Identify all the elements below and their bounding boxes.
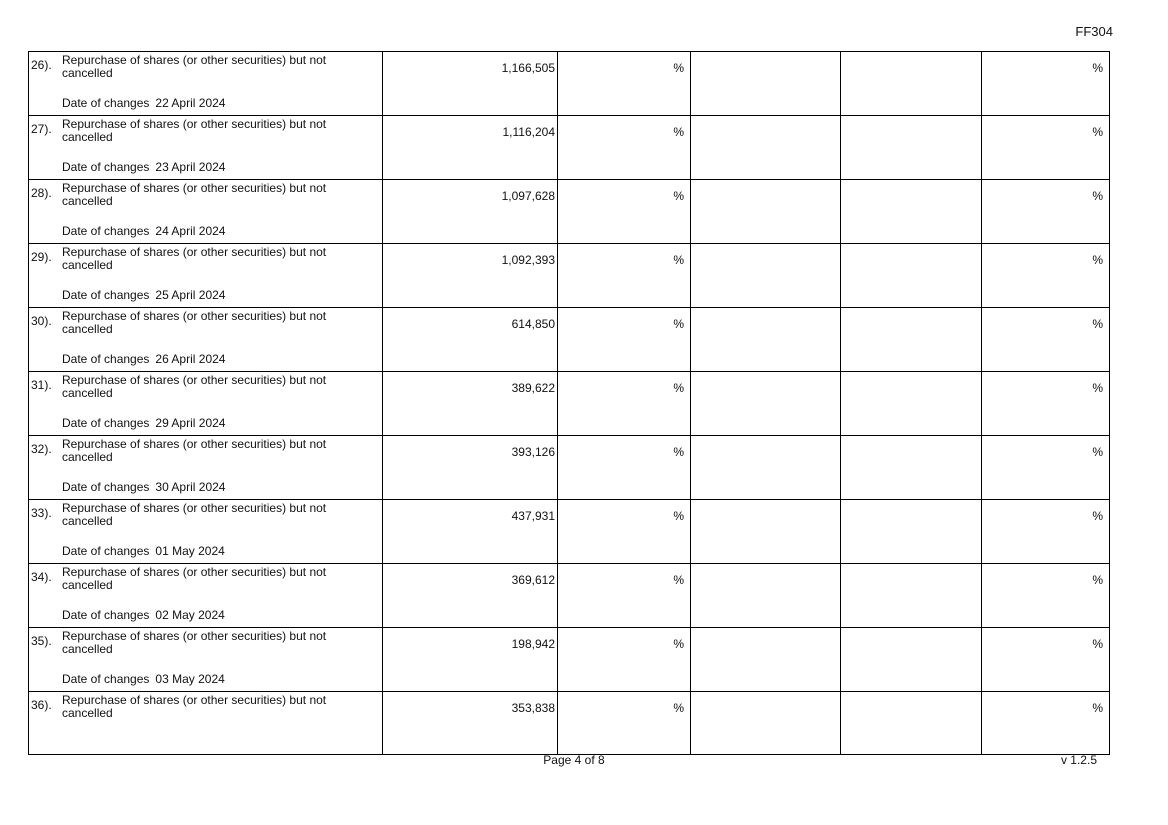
description-cell <box>29 372 383 436</box>
empty-cell <box>691 500 841 564</box>
row-number: 32). <box>31 442 52 456</box>
shares-value: 1,092,393 <box>501 253 555 267</box>
date-of-changes <box>62 544 225 558</box>
description-cell <box>29 180 383 244</box>
percent-sign: % <box>673 61 684 75</box>
percent-sign: % <box>1092 509 1103 523</box>
change-description: Repurchase of shares (or other securities) but not cancelled <box>62 501 327 528</box>
date-label: Date of changes <box>62 288 150 302</box>
table-row <box>29 500 1110 564</box>
date-of-changes <box>62 416 225 430</box>
table-body <box>29 52 1110 755</box>
percent-sign: % <box>1092 445 1103 459</box>
row-number: 26). <box>31 58 52 72</box>
version-label: v 1.2.5 <box>1060 753 1097 767</box>
shares-value: 614,850 <box>511 317 555 331</box>
percent-cell <box>558 372 691 436</box>
change-description: Repurchase of shares (or other securities) but not cancelled <box>62 245 327 272</box>
description-cell <box>29 564 383 628</box>
shares-cell <box>383 628 558 692</box>
shares-value: 1,097,628 <box>501 189 555 203</box>
shares-cell <box>383 372 558 436</box>
date-of-changes <box>62 288 225 302</box>
empty-cell <box>691 628 841 692</box>
percent-sign: % <box>1092 637 1103 651</box>
empty-cell <box>841 372 982 436</box>
percent-sign: % <box>1092 61 1103 75</box>
empty-cell <box>841 436 982 500</box>
percent-sign: % <box>673 701 684 715</box>
date-of-changes <box>62 480 225 494</box>
table-row <box>29 116 1110 180</box>
row-number: 33). <box>31 506 52 520</box>
description-cell <box>29 436 383 500</box>
date-label: Date of changes <box>62 544 150 558</box>
change-description: Repurchase of shares (or other securities) but not cancelled <box>62 565 327 592</box>
table-row <box>29 692 1110 755</box>
table-row <box>29 372 1110 436</box>
change-description: Repurchase of shares (or other securities) but not cancelled <box>62 629 327 656</box>
empty-cell <box>691 692 841 755</box>
percent-cell <box>982 52 1110 116</box>
shares-value: 198,942 <box>511 637 555 651</box>
empty-cell <box>691 308 841 372</box>
table-row <box>29 52 1110 116</box>
date-of-changes <box>62 608 225 622</box>
percent-cell <box>982 436 1110 500</box>
date-value: 02 May 2024 <box>155 608 225 622</box>
empty-cell <box>691 436 841 500</box>
percent-cell <box>982 500 1110 564</box>
shares-value: 369,612 <box>511 573 555 587</box>
empty-cell <box>841 180 982 244</box>
percent-sign: % <box>1092 125 1103 139</box>
empty-cell <box>841 500 982 564</box>
shares-cell <box>383 180 558 244</box>
percent-cell <box>558 308 691 372</box>
date-value: 24 April 2024 <box>155 224 226 238</box>
percent-cell <box>982 692 1110 755</box>
percent-cell <box>982 244 1110 308</box>
description-cell <box>29 500 383 564</box>
empty-cell <box>691 52 841 116</box>
row-number: 27). <box>31 122 52 136</box>
shares-cell <box>383 116 558 180</box>
empty-cell <box>841 564 982 628</box>
percent-cell <box>982 116 1110 180</box>
date-value: 03 May 2024 <box>155 672 225 686</box>
row-number: 28). <box>31 186 52 200</box>
empty-cell <box>691 116 841 180</box>
date-label: Date of changes <box>62 672 150 686</box>
table-row <box>29 564 1110 628</box>
percent-cell <box>558 564 691 628</box>
shares-value: 1,166,505 <box>501 61 555 75</box>
shares-value: 437,931 <box>511 509 555 523</box>
date-value: 26 April 2024 <box>155 352 226 366</box>
description-cell <box>29 308 383 372</box>
percent-cell <box>558 628 691 692</box>
percent-cell <box>558 244 691 308</box>
description-cell <box>29 244 383 308</box>
empty-cell <box>841 692 982 755</box>
empty-cell <box>841 52 982 116</box>
percent-cell <box>558 692 691 755</box>
percent-sign: % <box>673 573 684 587</box>
percent-cell <box>982 180 1110 244</box>
date-of-changes <box>62 672 225 686</box>
empty-cell <box>841 308 982 372</box>
empty-cell <box>691 244 841 308</box>
row-number: 29). <box>31 250 52 264</box>
percent-sign: % <box>673 509 684 523</box>
percent-cell <box>558 116 691 180</box>
row-number: 35). <box>31 634 52 648</box>
percent-sign: % <box>673 317 684 331</box>
table-row <box>29 628 1110 692</box>
description-cell <box>29 692 383 755</box>
date-value: 29 April 2024 <box>155 416 226 430</box>
date-label: Date of changes <box>62 96 150 110</box>
percent-cell <box>558 436 691 500</box>
percent-sign: % <box>673 189 684 203</box>
table-row <box>29 244 1110 308</box>
row-number: 34). <box>31 570 52 584</box>
shares-value: 389,622 <box>511 381 555 395</box>
percent-sign: % <box>673 637 684 651</box>
percent-sign: % <box>673 381 684 395</box>
percent-cell <box>982 372 1110 436</box>
percent-sign: % <box>673 125 684 139</box>
empty-cell <box>691 372 841 436</box>
table-row <box>29 436 1110 500</box>
description-cell <box>29 628 383 692</box>
percent-sign: % <box>1092 189 1103 203</box>
row-number: 36). <box>31 698 52 712</box>
change-description: Repurchase of shares (or other securities) but not cancelled <box>62 309 327 336</box>
shares-cell <box>383 308 558 372</box>
change-description: Repurchase of shares (or other securities) but not cancelled <box>62 373 327 400</box>
change-description: Repurchase of shares (or other securities) but not cancelled <box>62 181 327 208</box>
table-row <box>29 180 1110 244</box>
date-of-changes <box>62 160 225 174</box>
shares-cell <box>383 500 558 564</box>
percent-cell <box>982 308 1110 372</box>
date-value: 22 April 2024 <box>155 96 226 110</box>
percent-sign: % <box>1092 381 1103 395</box>
empty-cell <box>841 628 982 692</box>
date-label: Date of changes <box>62 416 150 430</box>
change-description: Repurchase of shares (or other securities) but not cancelled <box>62 437 327 464</box>
date-value: 30 April 2024 <box>155 480 226 494</box>
date-of-changes <box>62 224 225 238</box>
change-description: Repurchase of shares (or other securities) but not cancelled <box>62 53 327 80</box>
changes-table <box>28 51 1110 755</box>
shares-cell <box>383 52 558 116</box>
description-cell <box>29 52 383 116</box>
percent-cell <box>558 180 691 244</box>
date-value: 25 April 2024 <box>155 288 226 302</box>
table-row <box>29 308 1110 372</box>
change-description: Repurchase of shares (or other securities) but not cancelled <box>62 117 327 144</box>
percent-sign: % <box>1092 701 1103 715</box>
date-label: Date of changes <box>62 480 150 494</box>
shares-cell <box>383 692 558 755</box>
shares-cell <box>383 436 558 500</box>
date-of-changes <box>62 96 225 110</box>
percent-cell <box>982 628 1110 692</box>
change-description: Repurchase of shares (or other securities) but not cancelled <box>62 693 327 720</box>
percent-cell <box>558 52 691 116</box>
shares-value: 353,838 <box>511 701 555 715</box>
date-label: Date of changes <box>62 352 150 366</box>
percent-sign: % <box>1092 317 1103 331</box>
percent-sign: % <box>673 445 684 459</box>
percent-sign: % <box>673 253 684 267</box>
percent-sign: % <box>1092 573 1103 587</box>
shares-cell <box>383 564 558 628</box>
percent-cell <box>982 564 1110 628</box>
date-label: Date of changes <box>62 224 150 238</box>
date-label: Date of changes <box>62 608 150 622</box>
date-value: 23 April 2024 <box>155 160 226 174</box>
empty-cell <box>691 180 841 244</box>
date-of-changes <box>62 352 225 366</box>
row-number: 30). <box>31 314 52 328</box>
description-cell <box>29 116 383 180</box>
row-number: 31). <box>31 378 52 392</box>
percent-cell <box>558 500 691 564</box>
shares-value: 393,126 <box>511 445 555 459</box>
empty-cell <box>841 244 982 308</box>
percent-sign: % <box>1092 253 1103 267</box>
shares-cell <box>383 244 558 308</box>
page-number: Page 4 of 8 <box>543 753 605 767</box>
date-value: 01 May 2024 <box>155 544 225 558</box>
shares-value: 1,116,204 <box>502 125 555 139</box>
empty-cell <box>691 564 841 628</box>
empty-cell <box>841 116 982 180</box>
date-label: Date of changes <box>62 160 150 174</box>
form-code: FF304 <box>1075 24 1113 39</box>
